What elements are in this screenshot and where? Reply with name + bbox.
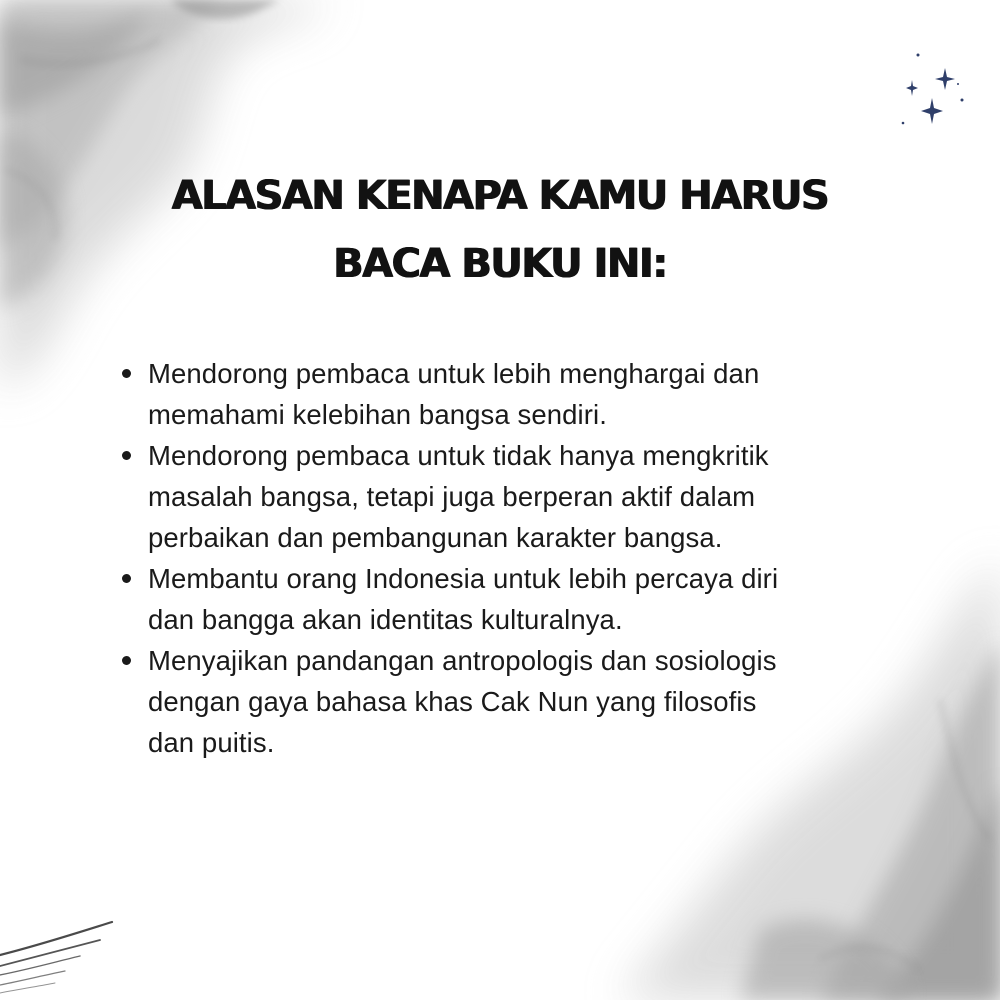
page-title (100, 162, 900, 298)
text-line: Membantu orang Indonesia untuk lebih percaya diri (148, 563, 779, 594)
list-item (118, 558, 898, 640)
text-line: Mendorong pembaca untuk lebih menghargai dan (148, 358, 760, 389)
reasons-list (118, 353, 898, 763)
title-line: BACA BUKU INI: (333, 241, 667, 287)
brush-strokes-bottom-left (0, 922, 112, 993)
list-item-text (148, 435, 898, 558)
text-line: Menyajikan pandangan antropologis dan sosiologis (148, 645, 777, 676)
list-item (118, 435, 898, 558)
list-item (118, 640, 898, 763)
text-line: Mendorong pembaca untuk tidak hanya mengkritik (148, 440, 769, 471)
text-line: masalah bangsa, tetapi juga berperan aktif dalam (148, 481, 756, 512)
list-item (118, 353, 898, 435)
text-line: dan puitis. (148, 727, 275, 758)
bullet-icon (122, 451, 131, 460)
text-line: dengan gaya bahasa khas Cak Nun yang filosofis (148, 686, 757, 717)
bullet-icon (122, 369, 131, 378)
bullet-icon (122, 574, 131, 583)
title-line: ALASAN KENAPA KAMU HARUS (171, 173, 829, 219)
text-line: memahami kelebihan bangsa sendiri. (148, 399, 607, 430)
list-item-text (148, 640, 898, 763)
text-line: dan bangga akan identitas kulturalnya. (148, 604, 623, 635)
text-line: perbaikan dan pembangunan karakter bangsa. (148, 522, 723, 553)
bullet-icon (122, 656, 131, 665)
list-item-text (148, 558, 898, 640)
sparkle-stars-top-right (902, 54, 964, 125)
list-item-text (148, 353, 898, 435)
